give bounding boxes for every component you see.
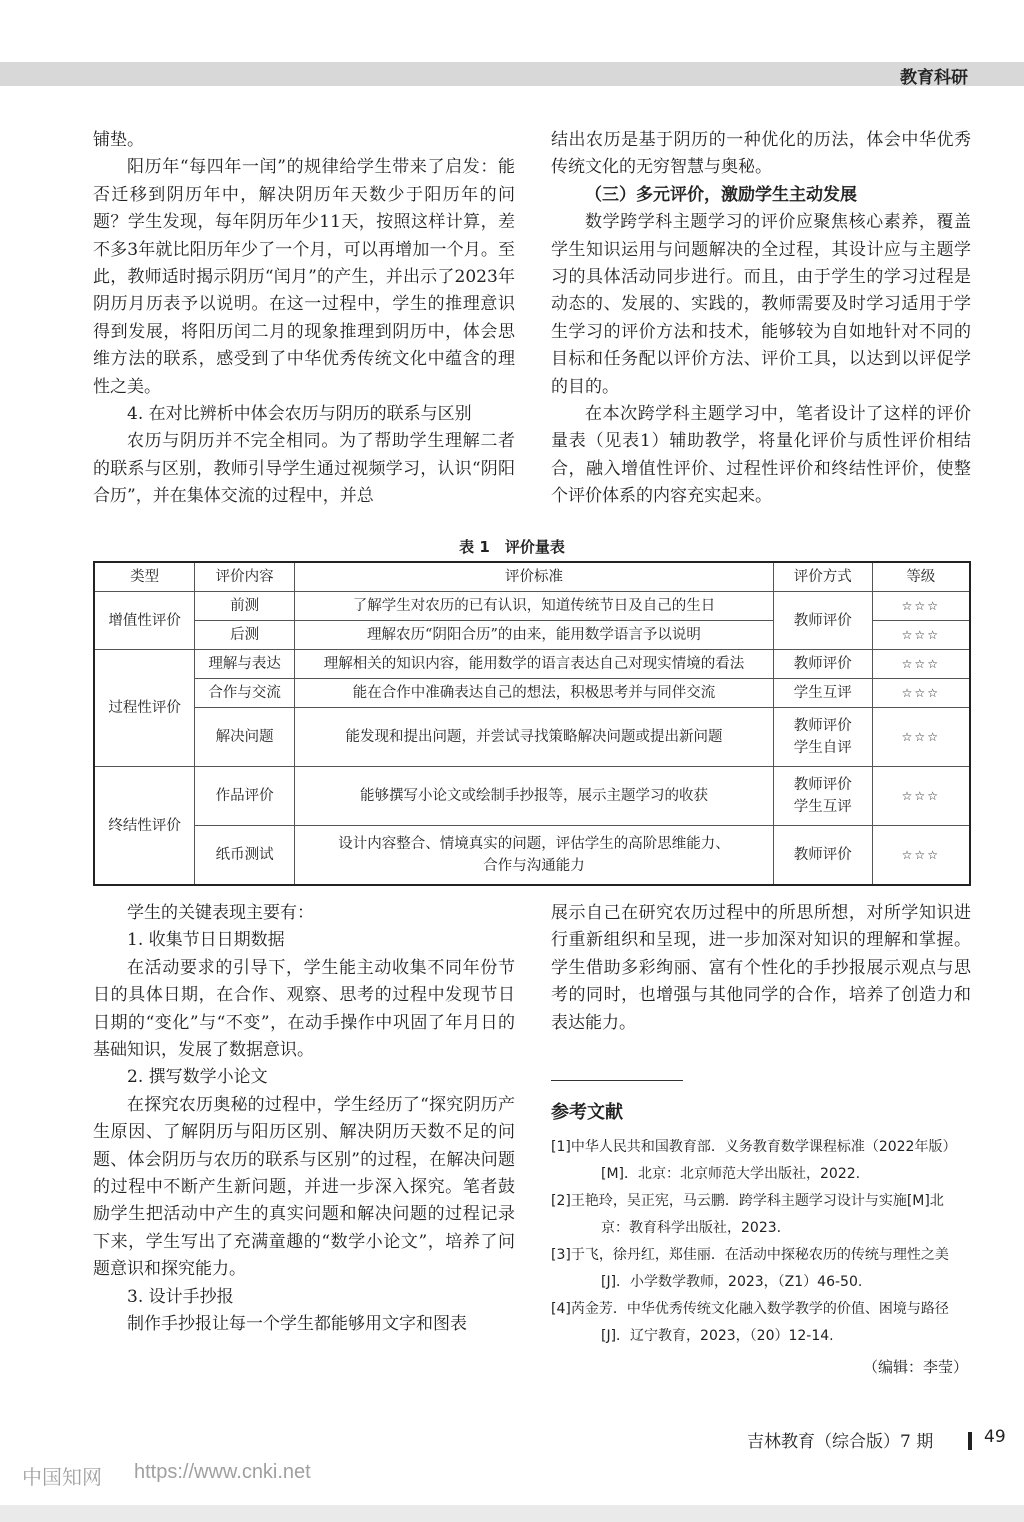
level-stars: ☆☆☆ <box>872 650 970 679</box>
paragraph: 学生的关键表现主要有： <box>127 903 314 923</box>
references-divider <box>551 1080 683 1081</box>
footer-separator <box>968 1432 972 1450</box>
level-stars: ☆☆☆ <box>872 621 970 650</box>
evaluation-table <box>93 561 971 886</box>
standard-cell: 理解农历“阴阳合历”的由来，能用数学语言予以说明 <box>295 621 774 650</box>
reference-item: [4]芮金芳．中华优秀传统文化融入数学教学的价值、困境与路径[J]．辽宁教育，2023，（20）12-14. <box>551 1301 949 1344</box>
paragraph: 在本次跨学科主题学习中，笔者设计了这样的评价量表（见表1）辅助教学，将量化评价与质性评价相结合，融入增值性评价、过程性评价和终结性评价，使整个评价体系的内容充实起来。 <box>551 404 971 507</box>
level-stars: ☆☆☆ <box>872 679 970 708</box>
content-cell: 作品评价 <box>195 767 295 826</box>
method-cell: 教师评价 <box>773 650 872 679</box>
watermark-url: https://www.cnki.net <box>134 1461 311 1483</box>
standard-cell <box>295 826 774 886</box>
subheading: 4. 在对比辨析中体会农历与阴历的联系与区别 <box>127 404 472 425</box>
column-header: 等级 <box>872 562 970 592</box>
method-line: 学生自评 <box>793 740 852 756</box>
table-row <box>94 679 970 708</box>
column-header: 类型 <box>94 562 195 592</box>
table-row <box>94 708 970 767</box>
journal-name: 吉林教育（综合版）7 期 <box>747 1432 934 1452</box>
content-cell: 合作与交流 <box>195 679 295 708</box>
content-cell: 理解与表达 <box>195 650 295 679</box>
standard-cell: 了解学生对农历的已有认识，知道传统节日及自己的生日 <box>295 592 774 621</box>
right-column-bottom <box>551 900 971 1037</box>
standard-line: 设计内容整合、情境真实的问题，评估学生的高阶思维能力、 <box>338 836 730 852</box>
method-cell: 学生互评 <box>773 679 872 708</box>
level-stars: ☆☆☆ <box>872 592 970 621</box>
paragraph: 结出农历是基于阴历的一种优化的历法，体会中华优秀传统文化的无穷智慧与奥秘。 <box>551 130 971 178</box>
references-list <box>551 1134 971 1350</box>
paragraph: 数学跨学科主题学习的评价应聚焦核心素养，覆盖学生知识运用与问题解决的全过程，其设计应与主题学习的具体活动同步进行。而且，由于学生的学习过程是动态的、发展的、实践的，教师需要及时学习适用于学生学习的评价方法和技术，能够较为自如地针对不同的目标和任务配以评价方法、评价工具，以达到以评促学的目的。 <box>551 212 971 397</box>
content-cell: 后测 <box>195 621 295 650</box>
reference-item: [3]于飞，徐丹红，郑佳丽．在活动中探秘农历的传统与理性之美[J]．小学数学教师，2023，（Z1）46-50. <box>551 1247 949 1290</box>
method-line: 学生互评 <box>793 799 852 815</box>
paragraph: 在探究农历奥秘的过程中，学生经历了“探究阴历产生原因、了解阴历与阳历区别、解决阴历天数不足的问题、体会阴历与农历的联系与区别”的过程，在解决问题的过程中不断产生新问题，并进一步深入探究。笔者鼓励学生把活动中产生的真实问题和解决问题的过程记录下来，学生写出了充满童趣的“数学小论文”，培养了问题意识和探究能力。 <box>93 1094 515 1280</box>
left-column-top <box>93 127 515 511</box>
reference-item: [1]中华人民共和国教育部．义务教育数学课程标准（2022年版）[M]．北京：北京师范大学出版社，2022. <box>551 1139 957 1182</box>
standard-cell: 能发现和提出问题，并尝试寻找策略解决问题或提出新问题 <box>295 708 774 767</box>
level-stars: ☆☆☆ <box>872 767 970 826</box>
paragraph: 展示自己在研究农历过程中的所思所想，对所学知识进行重新组织和呈现，进一步加深对知识的理解和掌握。学生借助多彩绚丽、富有个性化的手抄报展示观点与思考的同时，也增强与其他同学的合作，培养了创造力和表达能力。 <box>551 903 971 1033</box>
references-title: 参考文献 <box>551 1102 623 1123</box>
subheading: 1. 收集节日日期数据 <box>127 930 285 951</box>
watermark-logo-text: 中国知网 <box>22 1465 102 1489</box>
method-line: 教师评价 <box>793 777 852 793</box>
paragraph: 制作手抄报让每一个学生都能够用文字和图表 <box>127 1314 467 1335</box>
paragraph: 阳历年“每四年一闰”的规律给学生带来了启发：能否迁移到阴历年中，解决阴历年天数少于阳历年的问题？学生发现，每年阴历年少11天，按照这样计算，差不多3年就比阳历年少了一个月，可以再增加一个月。至此，教师适时揭示阴历“闰月”的产生，并出示了2023年阴历月历表予以说明。在这一过程中，学生的推理意识得到发展，将阳历闰二月的现象推理到阴历中，体会思维方法的联系，感受到了中华优秀传统文化中蕴含的理性之美。 <box>93 157 515 397</box>
method-line: 教师评价 <box>793 718 852 734</box>
table-row <box>94 826 970 886</box>
type-cell: 过程性评价 <box>94 650 195 767</box>
table-row <box>94 592 970 621</box>
table-row <box>94 650 970 679</box>
standard-cell: 能在合作中准确表达自己的想法，积极思考并与同伴交流 <box>295 679 774 708</box>
reference-item: [2]王艳玲，吴正宪，马云鹏．跨学科主题学习设计与实施[M]北京：教育科学出版社，2023. <box>551 1193 944 1236</box>
method-cell: 教师评价 <box>773 826 872 886</box>
standard-cell: 理解相关的知识内容，能用数学的语言表达自己对现实情境的看法 <box>295 650 774 679</box>
method-cell <box>773 767 872 826</box>
standard-line: 合作与沟通能力 <box>483 858 585 874</box>
running-header <box>0 62 1024 86</box>
column-header: 评价内容 <box>195 562 295 592</box>
method-cell <box>773 708 872 767</box>
left-column-bottom <box>93 900 515 1339</box>
subheading: 3. 设计手抄报 <box>127 1286 234 1307</box>
right-column-top <box>551 127 971 511</box>
bottom-strip <box>0 1505 1024 1522</box>
paragraph: 在活动要求的引导下，学生能主动收集不同年份节日的具体日期，在合作、观察、思考的过程中发现节日日期的“变化”与“不变”，在动手操作中巩固了年月日的基础知识，发展了数据意识。 <box>93 957 515 1061</box>
table-header-row <box>94 562 970 592</box>
table-caption: 表 1 评价量表 <box>459 538 565 556</box>
method-cell: 教师评价 <box>773 592 872 650</box>
section-heading: （三）多元评价，激励学生主动发展 <box>585 184 857 205</box>
table-row <box>94 767 970 826</box>
column-header: 评价标准 <box>295 562 774 592</box>
type-cell: 终结性评价 <box>94 767 195 886</box>
level-stars: ☆☆☆ <box>872 826 970 886</box>
column-header: 评价方式 <box>773 562 872 592</box>
subheading: 2. 撰写数学小论文 <box>127 1067 268 1088</box>
type-cell: 增值性评价 <box>94 592 195 650</box>
page-number: 49 <box>984 1427 1006 1447</box>
paragraph: 农历与阴历并不完全相同。为了帮助学生理解二者的联系与区别，教师引导学生通过视频学习，认识“阴阳合历”，并在集体交流的过程中，并总 <box>93 431 515 507</box>
level-stars: ☆☆☆ <box>872 708 970 767</box>
content-cell: 纸币测试 <box>195 826 295 886</box>
paragraph: 铺垫。 <box>93 130 144 150</box>
editor-credit: （编辑：李莹） <box>862 1358 968 1376</box>
standard-cell: 能够撰写小论文或绘制手抄报等，展示主题学习的收获 <box>295 767 774 826</box>
content-cell: 解决问题 <box>195 708 295 767</box>
section-label: 教育科研 <box>900 68 968 88</box>
content-cell: 前测 <box>195 592 295 621</box>
